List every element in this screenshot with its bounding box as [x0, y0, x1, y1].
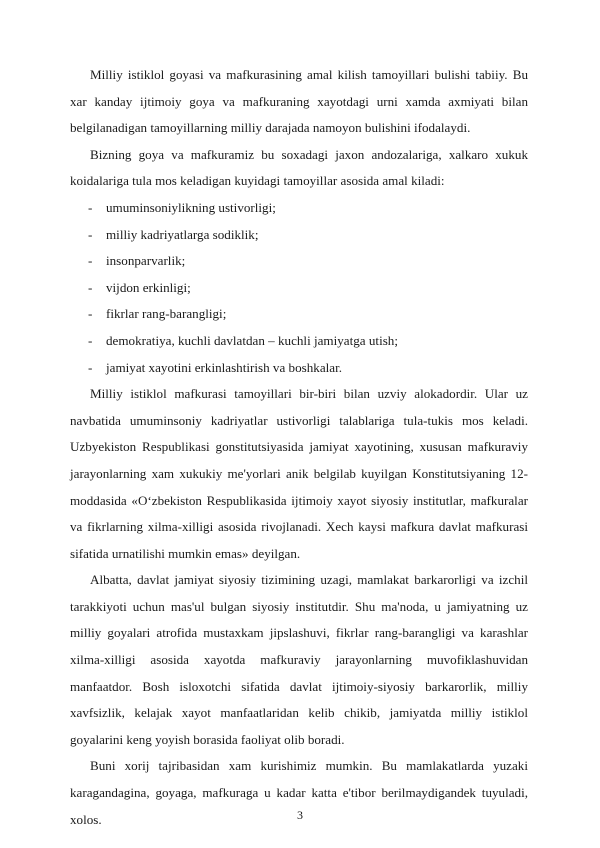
list-item: [70, 301, 528, 328]
document-page: [70, 62, 528, 833]
list-item: [70, 328, 528, 355]
paragraph: Buni xorij tajribasidan xam kurishimiz mumkin. Bu mamlakatlarda yuzaki karagandagina, goyaga, mafkuraga u kadar katta e'tibor berilmaydigandek tuyuladi, xolos.: [70, 758, 528, 827]
paragraph: Bizning goya va mafkuramiz bu soxadagi jaxon andozalariga, xalkaro xukuk koidalariga tula mos keladigan kuyidagi tamoyillar asosida amal kiladi:: [70, 146, 528, 189]
list-marker: -: [88, 253, 93, 269]
list-marker: -: [88, 359, 93, 375]
list-marker: -: [88, 332, 93, 348]
paragraph: Albatta, davlat jamiyat siyosiy tizimining uzagi, mamlakat barkarorligi va izchil tarakkiyoti uchun mas'ul bulgan siyosiy institutdir. Shu ma'noda, u jamiyatning uz milliy goyalari atrofida mustaxkam jipslashuvi, fikrlar rang-barangligi va karashlar xilma-xilligi asosida xayotda mafkuraviy jarayonlarning muvofiklashuvidan manfaatdor. Bosh isloxotchi sifatida davlat ijtimoiy-siyosiy barkarorlik, milliy xavfsizlik, kelajak xayot manfaatlaridan kelib chikib, jamiyatda milliy istiklol goyalarini keng yoyish borasida faoliyat olib boradi.: [70, 572, 528, 747]
list-marker: -: [88, 199, 93, 215]
list-marker: -: [88, 306, 93, 322]
list-item: [70, 248, 528, 275]
list-item-text: vijdon erkinligi;: [106, 279, 191, 295]
list-marker: -: [88, 226, 93, 242]
list-item-text: milliy kadriyatlarga sodiklik;: [106, 226, 259, 242]
list-item: [70, 222, 528, 249]
list-marker: -: [88, 279, 93, 295]
paragraph: Milliy istiklol goyasi va mafkurasining amal kilish tamoyillari bulishi tabiiy. Bu xar kanday ijtimoiy goya va mafkuraning xayotdagi urni xamda axmiyati bilan belgilanadigan tamoyillarning milliy darajada namoyon bulishini ifodalaydi.: [70, 67, 528, 136]
list-item-text: jamiyat xayotini erkinlashtirish va boshkalar.: [106, 359, 343, 375]
paragraph: Milliy istiklol mafkurasi tamoyillari bir-biri bilan uzviy alokadordir. Ular uz navbatida umuminsoniy kadriyatlar ustivorligi talablariga tula-tukis mos keladi. Uzbyekiston Respublikasi gonstitutsiyasida jamiyat xayotining, xususan mafkuraviy jarayonlarning xam xukukiy me'yorlari anik belgilab kuyilgan Konstitutsiyaning 12-moddasida «O‘zbekiston Respublikasida ijtimoiy xayot siyosiy institutlar, mafkuralar va fikrlarning xilma-xilligi asosida rivojlanadi. Xech kaysi mafkura davlat mafkurasi sifatida urnatilishi mumkin emas» deyilgan.: [70, 386, 528, 561]
principles-list: [70, 195, 528, 381]
list-item-text: umuminsoniylikning ustivorligi;: [106, 199, 276, 215]
list-item: [70, 275, 528, 302]
list-item-text: insonparvarlik;: [106, 253, 186, 269]
list-item-text: fikrlar rang-barangligi;: [106, 306, 227, 322]
list-item: [70, 355, 528, 382]
page-number: 3: [297, 808, 303, 822]
list-item: [70, 195, 528, 222]
list-item-text: demokratiya, kuchli davlatdan – kuchli jamiyatga utish;: [106, 332, 398, 348]
